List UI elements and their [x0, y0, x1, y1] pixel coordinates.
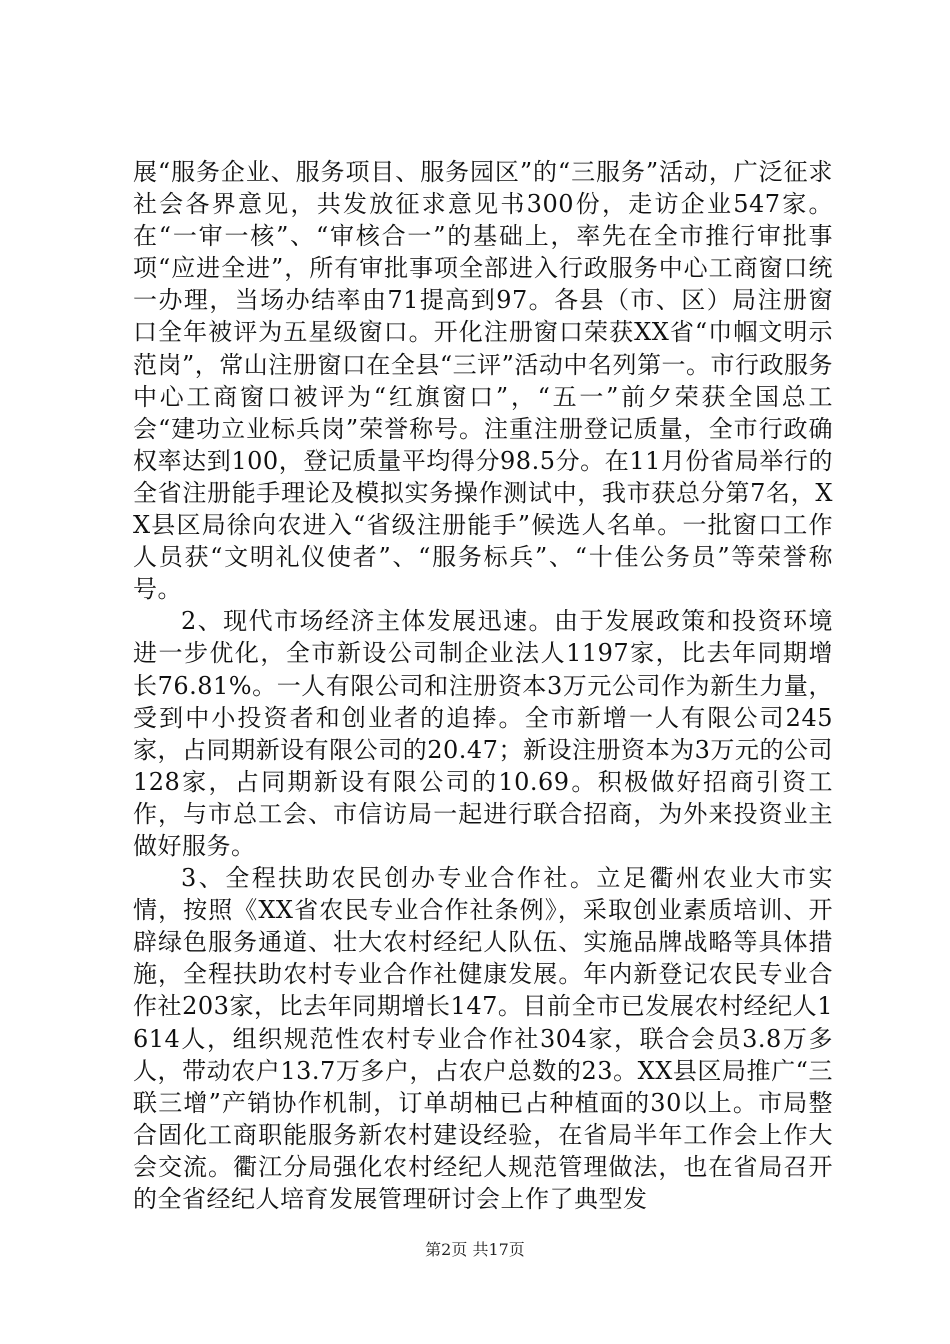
paragraph-farmer-cooperatives: 3、全程扶助农民创办专业合作社。立足衢州农业大市实情，按照《XX省农民专业合作社条例》，采取创业素质培训、开辟绿色服务通道、壮大农村经纪人队伍、实施品牌战略等具体措施，全程扶助农村专业合作社健康发展。年内新登记农民专业合作社203家，比去年同期增长147。目前全市已发展农村经纪人1614人，组织规范性农村专业合作社304家，联合会员3.8万多人，带动农户13.7万多户，占农户总数的23。XX县区局推广“三联三增”产销协作机制，订单胡柚已占种植面的30以上。市局整合固化工商职能服务新农村建设经验，在省局半年工作会上作大会交流。衢江分局强化农村经纪人规范管理做法，也在省局召开的全省经纪人培育发展管理研讨会上作了典型发 [133, 864, 833, 1213]
document-body [133, 156, 833, 1215]
page-footer [0, 1237, 950, 1260]
paragraph-continued: 展“服务企业、服务项目、服务园区”的“三服务”活动，广泛征求社会各界意见，共发放征求意见书300份，走访企业547家。在“一审一核”、“审核合一”的基础上，率先在全市推行审批事项“应进全进”，所有审批事项全部进入行政服务中心工商窗口统一办理，当场办结率由71提高到97。各县（市、区）局注册窗口全年被评为五星级窗口。开化注册窗口荣获XX省“巾帼文明示范岗”，常山注册窗口在全县“三评”活动中名列第一。市行政服务中心工商窗口被评为“红旗窗口”，“五一”前夕荣获全国总工会“建功立业标兵岗”荣誉称号。注重注册登记质量，全市行政确权率达到100，登记质量平均得分98.5分。在11月份省局举行的全省注册能手理论及模拟实务操作测试中，我市获总分第7名，XX县区局徐向农进入“省级注册能手”候选人名单。一批窗口工作人员获“文明礼仪使者”、“服务标兵”、“十佳公务员”等荣誉称号。 [133, 158, 833, 604]
page-number-label: 第2页 共17页 [425, 1240, 525, 1259]
paragraph-market-entities: 2、现代市场经济主体发展迅速。由于发展政策和投资环境进一步优化，全市新设公司制企业法人1197家，比去年同期增长76.81%。一人有限公司和注册资本3万元公司作为新生力量，受到中小投资者和创业者的追捧。全市新增一人有限公司245家，占同期新设有限公司的20.47；新设注册资本为3万元的公司128家，占同期新设有限公司的10.69。积极做好招商引资工作，与市总工会、市信访局一起进行联合招商，为外来投资业主做好服务。 [133, 607, 833, 860]
